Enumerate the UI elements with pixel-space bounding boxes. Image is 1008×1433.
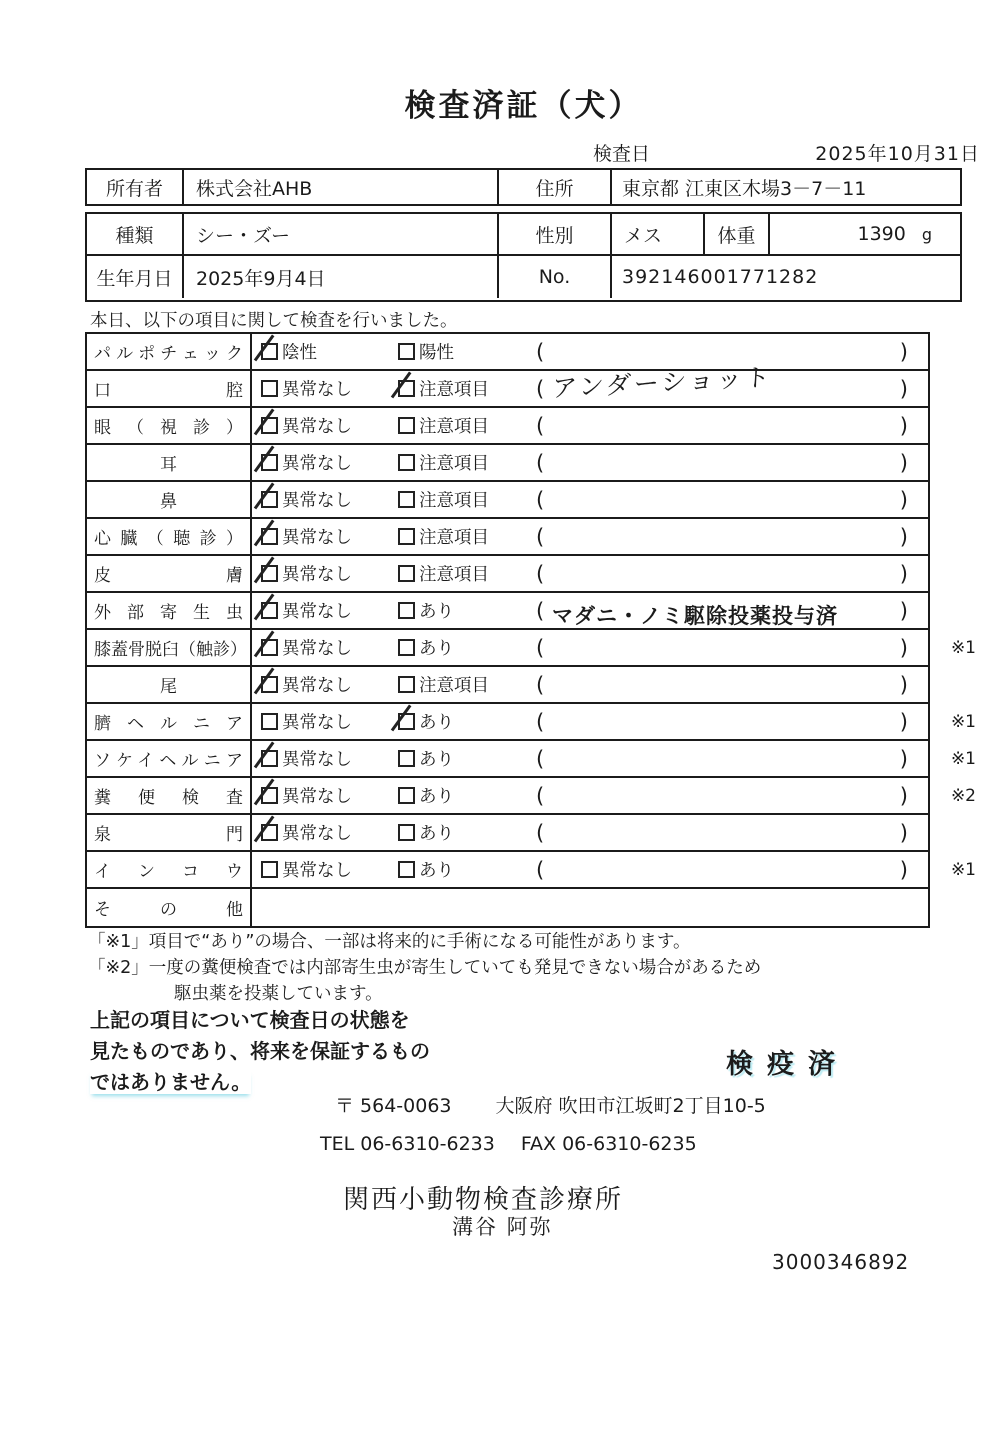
checkbox-normal[interactable] <box>261 454 278 471</box>
paren-open: ( <box>536 487 545 512</box>
opt1-label: 陰性 <box>282 343 317 363</box>
opt2-label: あり <box>419 750 454 770</box>
opt1-label: 異常なし <box>282 713 352 733</box>
exam-item-label: 尾 <box>160 677 177 697</box>
exam-item-label: 心臓（聴診） <box>94 529 243 549</box>
handwritten-note: アンダーショット <box>551 362 774 404</box>
checkbox-normal[interactable] <box>261 565 278 582</box>
exam-row-ears <box>87 445 928 482</box>
exam-item-label: インコウ <box>94 862 243 882</box>
quarantine-stamp: 検疫済 <box>726 1049 849 1080</box>
exam-row-other <box>87 889 928 926</box>
opt2-label: 注意項目 <box>419 528 489 548</box>
paren-close: ) <box>899 376 908 401</box>
inspection-date-value: 2025年10月31日 <box>815 143 980 165</box>
page-title: 検査済証（犬） <box>404 88 643 124</box>
paren-close: ) <box>899 857 908 882</box>
exam-row-fontanelle <box>87 815 928 852</box>
exam-row-oral <box>87 362 928 408</box>
checkbox-normal[interactable] <box>261 639 278 656</box>
paren-open: ( <box>536 413 545 438</box>
exam-item-label: 糞便検査 <box>94 788 243 808</box>
checkbox-present[interactable] <box>398 750 415 767</box>
opt2-label: 注意項目 <box>419 676 489 696</box>
opt2-label: 注意項目 <box>419 380 489 400</box>
opt2-label: あり <box>419 787 454 807</box>
paren-close: ) <box>899 524 908 549</box>
exam-row-nose <box>87 482 928 519</box>
paren-open: ( <box>536 857 545 882</box>
owner-value: 株式会社AHB <box>184 170 499 204</box>
clinic-tel: TEL 06-6310-6233 <box>320 1133 495 1155</box>
weight-label: 体重 <box>705 214 770 254</box>
checkbox-present[interactable] <box>398 861 415 878</box>
opt1-label: 異常なし <box>282 750 352 770</box>
disclaimer <box>90 1005 430 1098</box>
paren-open: ( <box>536 820 545 845</box>
birth-label: 生年月日 <box>87 256 184 298</box>
paren-open: ( <box>536 635 545 660</box>
note-marker: ※1 <box>950 748 976 769</box>
checkbox-caution[interactable] <box>398 565 415 582</box>
paren-close: ) <box>899 598 908 623</box>
note-marker: ※1 <box>950 637 976 658</box>
checkbox-present[interactable] <box>398 787 415 804</box>
checkbox-present[interactable] <box>398 713 415 730</box>
opt2-label: あり <box>419 713 454 733</box>
footnote-2-continued: 駆虫薬を投薬しています。 <box>174 984 383 1004</box>
exam-row-heart <box>87 519 928 556</box>
checkbox-normal[interactable] <box>261 491 278 508</box>
paren-open: ( <box>536 450 545 475</box>
exam-row-parvo-check <box>87 334 928 371</box>
checkbox-present[interactable] <box>398 602 415 619</box>
exam-item-label: パルポチェック <box>94 344 243 364</box>
paren-close: ) <box>899 820 908 845</box>
paren-close: ) <box>899 672 908 697</box>
exam-item-label: 耳 <box>160 455 177 475</box>
exam-item-label: 口腔 <box>94 381 243 401</box>
opt1-label: 異常なし <box>282 417 352 437</box>
exam-item-label: 泉門 <box>94 825 243 845</box>
opt1-label: 異常なし <box>282 602 352 622</box>
owner-table <box>85 168 962 206</box>
address-label: 住所 <box>499 170 612 204</box>
exam-item-label: ソケイヘルニア <box>94 751 243 771</box>
paren-open: ( <box>536 339 545 364</box>
opt2-label: 注意項目 <box>419 491 489 511</box>
intro-text: 本日、以下の項目に関して検査を行いました。 <box>90 311 458 331</box>
checkbox-present[interactable] <box>398 639 415 656</box>
checkbox-normal[interactable] <box>261 676 278 693</box>
breed-value: シー・ズー <box>184 214 499 254</box>
footnote-1: 「※1」項目で“あり”の場合、一部は将来的に手術になる可能性があります。 <box>88 932 691 952</box>
exam-item-label: 臍ヘルニア <box>94 714 243 734</box>
opt2-label: あり <box>419 824 454 844</box>
opt1-label: 異常なし <box>282 565 352 585</box>
paren-close: ) <box>899 635 908 660</box>
exam-row-patella <box>87 630 976 667</box>
weight-cell <box>770 214 960 254</box>
opt1-label: 異常なし <box>282 380 352 400</box>
checkbox-normal[interactable] <box>261 417 278 434</box>
inspection-date-row <box>85 139 980 165</box>
checkbox-present[interactable] <box>398 824 415 841</box>
exam-item-label: 鼻 <box>160 492 177 512</box>
checkbox-caution[interactable] <box>398 528 415 545</box>
disclaimer-line-2: 見たものであり、将来を保証するもの <box>90 1039 430 1063</box>
document-serial-number: 3000346892 <box>772 1250 910 1274</box>
exam-item-label: 眼（視診） <box>94 418 243 438</box>
opt1-label: 異常なし <box>282 639 352 659</box>
checkbox-normal[interactable] <box>261 861 278 878</box>
breed-label: 種類 <box>87 214 184 254</box>
paren-close: ) <box>899 450 908 475</box>
disclaimer-line-3: ではありません。 <box>90 1070 252 1094</box>
paren-open: ( <box>536 561 545 586</box>
clinic-telfax-row <box>320 1133 697 1155</box>
exam-row-umbilical-hernia <box>87 704 976 741</box>
checkbox-caution[interactable] <box>398 454 415 471</box>
paren-close: ) <box>899 783 908 808</box>
paren-open: ( <box>536 524 545 549</box>
opt1-label: 異常なし <box>282 861 352 881</box>
pet-row-1 <box>87 214 960 256</box>
exam-row-external-parasites <box>87 593 928 630</box>
paren-close: ) <box>899 339 908 364</box>
paren-open: ( <box>536 746 545 771</box>
clinic-postal-code: 〒 564-0063 <box>335 1095 452 1117</box>
checkbox-normal[interactable] <box>261 787 278 804</box>
paren-close: ) <box>899 709 908 734</box>
opt2-label: 注意項目 <box>419 454 489 474</box>
checkbox-negative[interactable] <box>261 343 278 360</box>
opt1-label: 異常なし <box>282 528 352 548</box>
pet-table <box>85 212 962 302</box>
opt2-label: 注意項目 <box>419 417 489 437</box>
opt1-label: 異常なし <box>282 787 352 807</box>
checkbox-normal[interactable] <box>261 713 278 730</box>
checkbox-normal[interactable] <box>261 528 278 545</box>
footnote-2: 「※2」一度の糞便検査では内部寄生虫が寄生していても発見できない場合があるため <box>88 958 762 978</box>
sex-value: メス <box>612 214 705 254</box>
paren-open: ( <box>536 672 545 697</box>
footnotes <box>88 929 761 1007</box>
exam-item-label: その他 <box>94 900 243 920</box>
address-value: 東京都 江東区木場3－7－11 <box>622 177 867 200</box>
checkbox-caution[interactable] <box>398 491 415 508</box>
exam-row-inkou <box>87 852 976 889</box>
exam-row-fecal-exam <box>87 778 976 815</box>
pet-row-2 <box>87 256 960 298</box>
exam-row-skin <box>87 556 928 593</box>
paren-close: ) <box>899 413 908 438</box>
disclaimer-line-1: 上記の項目について検査日の状態を <box>90 1008 410 1032</box>
opt1-label: 異常なし <box>282 824 352 844</box>
checkbox-caution[interactable] <box>398 417 415 434</box>
checkbox-normal[interactable] <box>261 750 278 767</box>
clinic-address: 大阪府 吹田市江坂町2丁目10-5 <box>495 1095 766 1117</box>
checkbox-normal[interactable] <box>261 824 278 841</box>
sex-label: 性別 <box>499 214 612 254</box>
no-label: No. <box>499 256 612 298</box>
paren-open: ( <box>536 783 545 808</box>
note-marker: ※1 <box>950 711 976 732</box>
exam-row-tail <box>87 667 928 704</box>
checkbox-caution[interactable] <box>398 676 415 693</box>
checkbox-caution[interactable] <box>398 380 415 397</box>
birth-value: 2025年9月4日 <box>184 256 499 298</box>
checkbox-normal[interactable] <box>261 380 278 397</box>
clinic-fax: FAX 06-6310-6235 <box>520 1133 697 1155</box>
opt2-label: あり <box>419 602 454 622</box>
opt1-label: 異常なし <box>282 491 352 511</box>
paren-open: ( <box>536 598 545 623</box>
paren-open: ( <box>536 376 545 401</box>
checkbox-normal[interactable] <box>261 602 278 619</box>
note-marker: ※2 <box>950 785 976 806</box>
paren-close: ) <box>899 561 908 586</box>
clinic-name: 関西小動物検査診療所 <box>343 1185 624 1215</box>
exam-item-label: 皮膚 <box>94 566 243 586</box>
paren-close: ) <box>899 746 908 771</box>
clinic-address-row <box>335 1091 766 1118</box>
exam-item-label: 外部寄生虫 <box>94 603 243 623</box>
paren-close: ) <box>899 487 908 512</box>
checkbox-positive[interactable] <box>398 343 415 360</box>
opt2-label: 注意項目 <box>419 565 489 585</box>
note-marker: ※1 <box>950 859 976 880</box>
veterinarian-name: 溝谷 阿弥 <box>452 1215 553 1239</box>
opt2-label: あり <box>419 861 454 881</box>
owner-label: 所有者 <box>87 170 184 204</box>
weight-unit: g <box>921 224 932 244</box>
inspection-date-label: 検査日 <box>593 143 651 165</box>
exam-row-inguinal-hernia <box>87 741 976 778</box>
opt1-label: 異常なし <box>282 676 352 696</box>
opt2-label: あり <box>419 639 454 659</box>
exam-table <box>85 332 976 928</box>
opt1-label: 異常なし <box>282 454 352 474</box>
opt2-label: 陽性 <box>419 343 454 363</box>
paren-open: ( <box>536 709 545 734</box>
weight-value: 1390 <box>857 223 906 245</box>
exam-item-label: 膝蓋骨脱臼（触診） <box>94 640 247 660</box>
exam-row-eyes <box>87 408 928 445</box>
treatment-note: マダニ・ノミ駆除投薬投与済 <box>552 604 838 629</box>
no-value: 392146001771282 <box>622 266 819 288</box>
